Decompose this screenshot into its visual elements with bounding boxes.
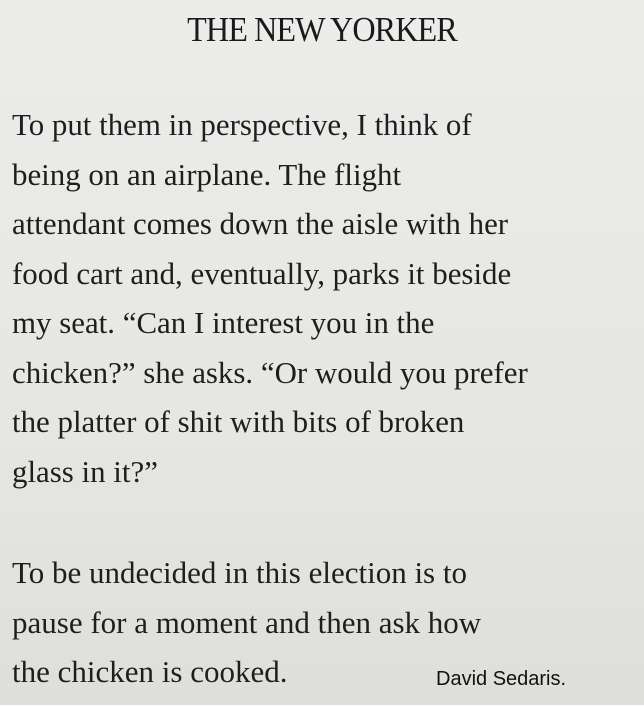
author-attribution: David Sedaris. (436, 668, 567, 690)
text-line: chicken?” she asks. “Or would you prefer (12, 354, 528, 390)
text-line: glass in it?” (12, 453, 158, 489)
text-line: food cart and, eventually, parks it beside (12, 255, 512, 291)
text-line: attendant comes down the aisle with her (12, 206, 509, 241)
text-line: being on an airplane. The flight (12, 156, 402, 192)
text-line: To be undecided in this election is to (12, 555, 467, 590)
text-line: To put them in perspective, I think of (12, 107, 472, 142)
text-line: the chicken is cooked. (12, 654, 288, 689)
paragraph-2 (12, 548, 481, 697)
text-line: my seat. “Can I interest you in the (12, 305, 435, 340)
text-line: the platter of shit with bits of broken (12, 404, 465, 439)
masthead-logo: THE NEW YORKER (187, 10, 457, 49)
text-line: pause for a moment and then ask how (12, 604, 482, 640)
paragraph-1 (12, 100, 632, 496)
